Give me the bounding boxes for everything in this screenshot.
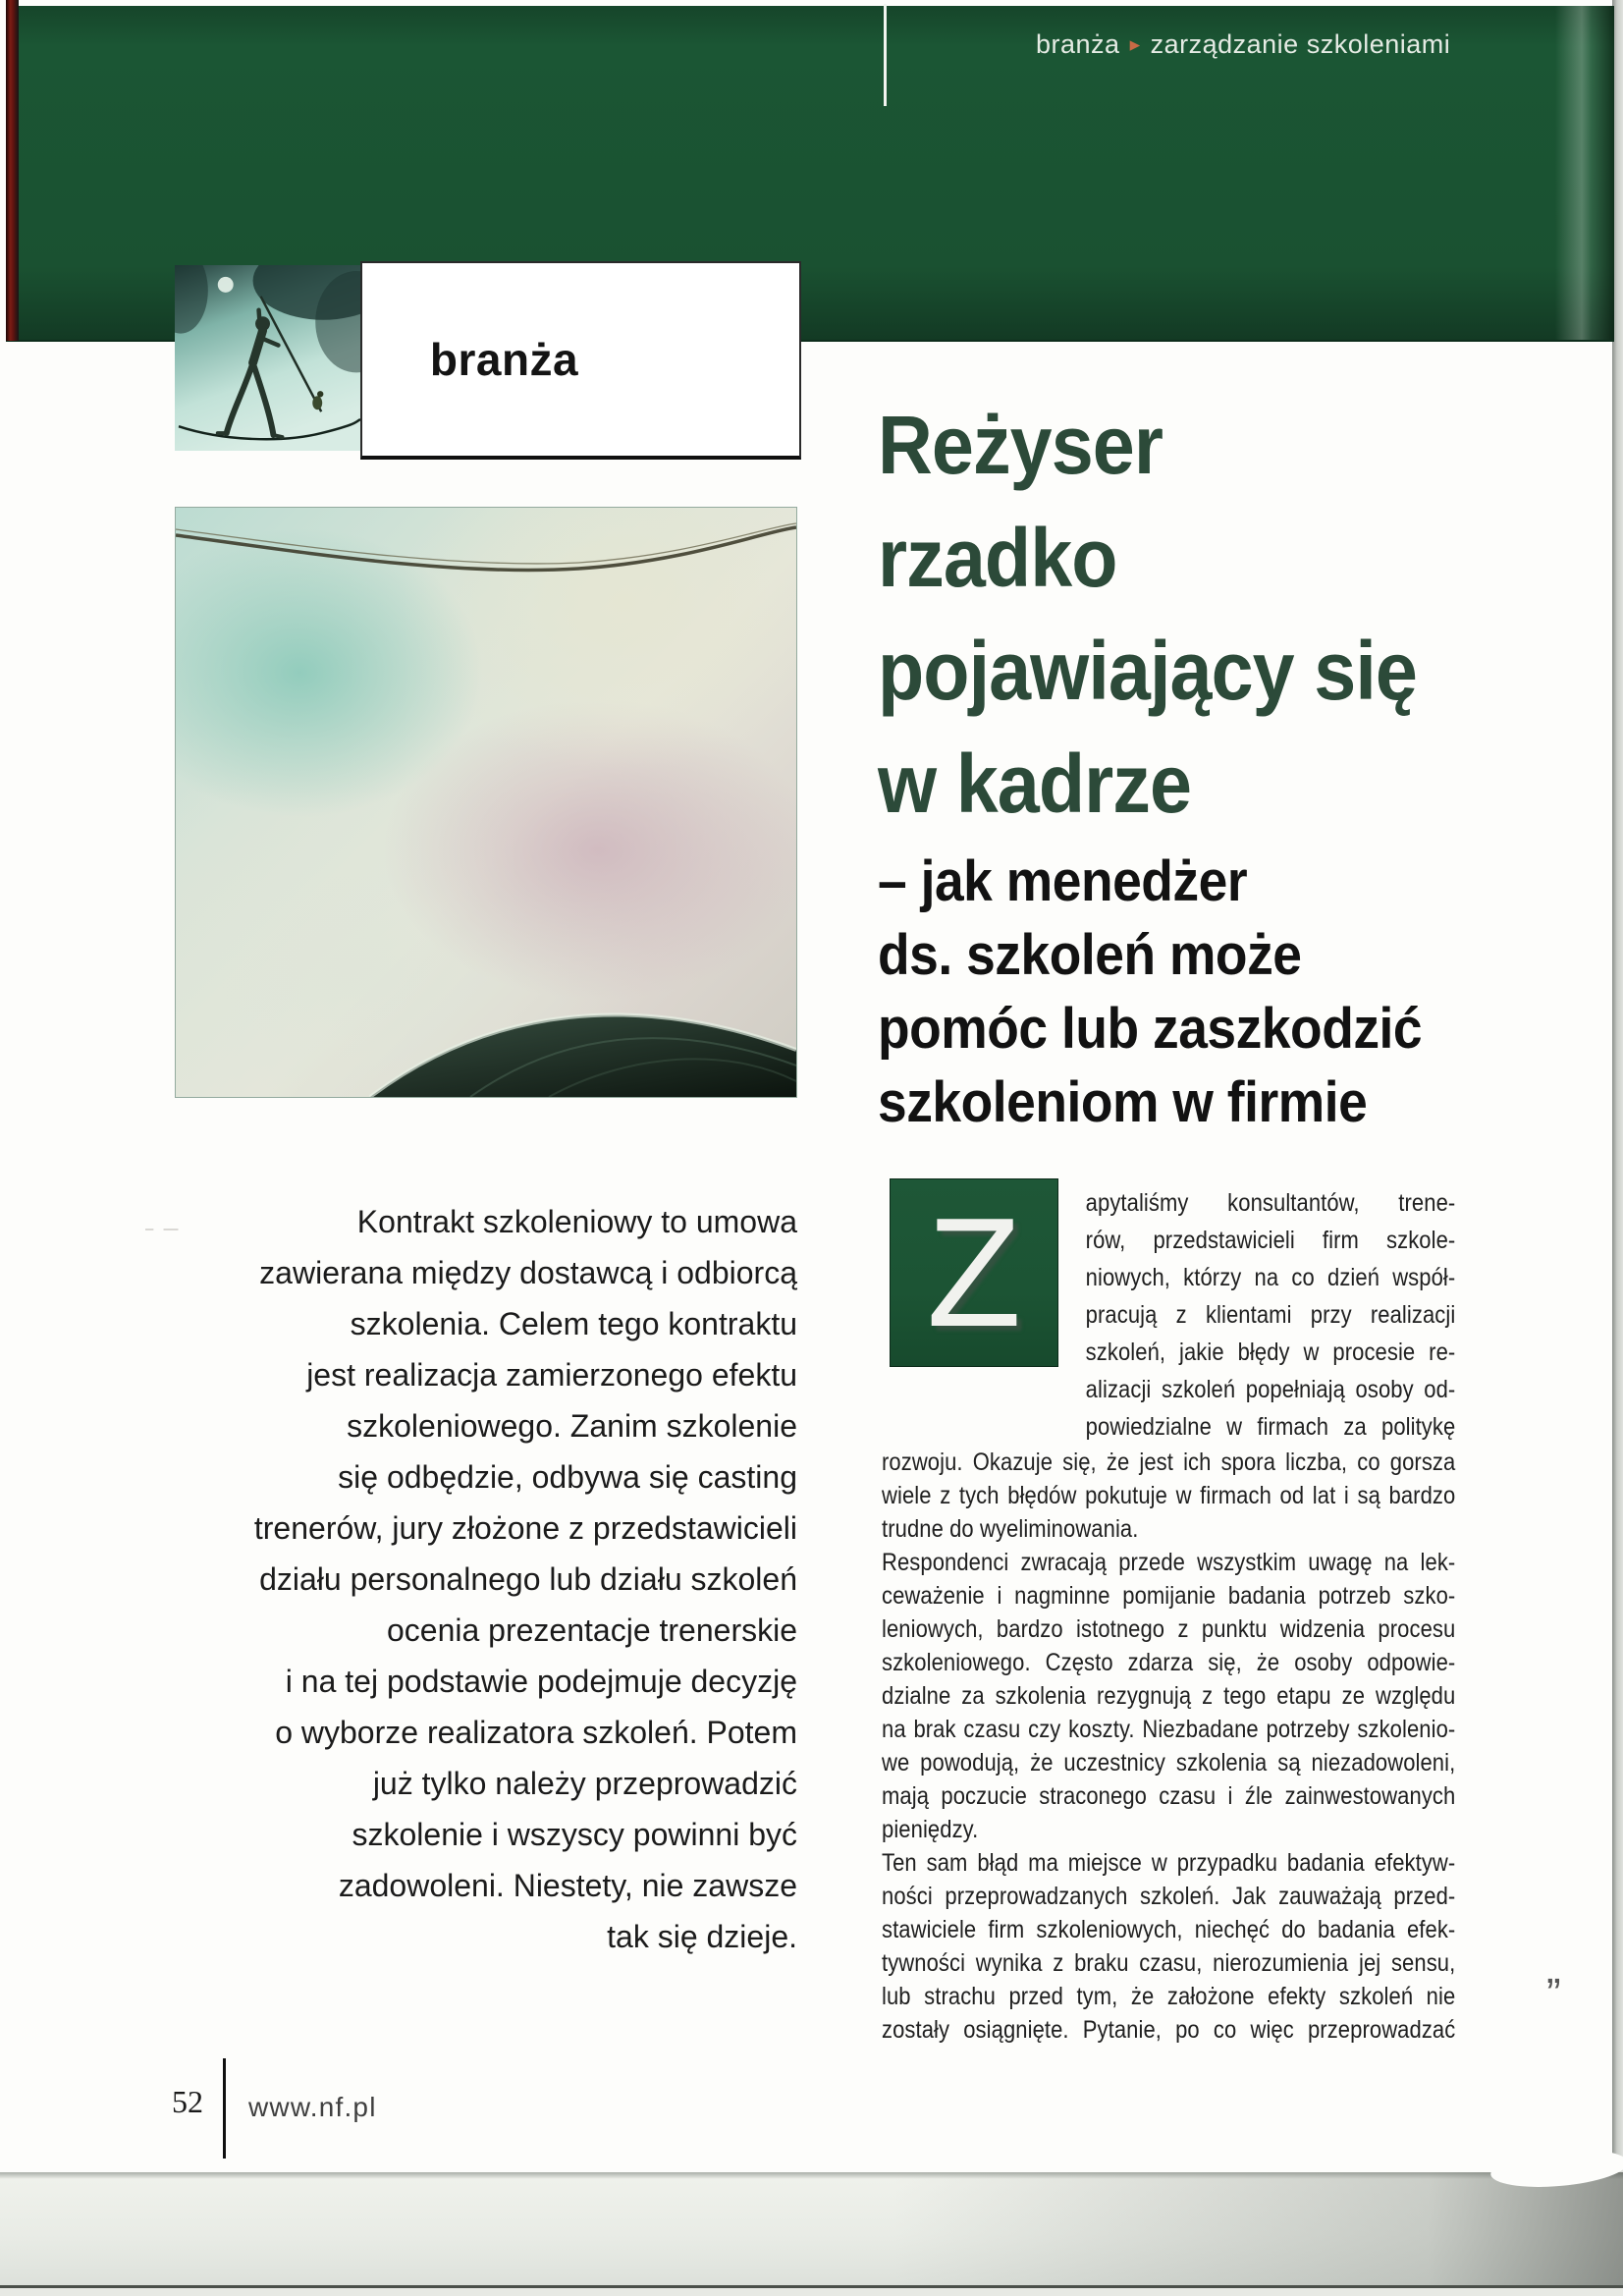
body-line: niowych, którzy na co dzień współ- (1085, 1264, 1456, 1291)
body-line: wiele z tych błędów pokutuje w firmach od lat i są bardzo (882, 1482, 1456, 1509)
body-line: na brak czasu czy koszty. Niezbadane potrzeby szkolenio- (882, 1716, 1456, 1743)
intro-line: i na tej podstawie podejmuje decyzję (285, 1664, 797, 1699)
body-line: alizacji szkoleń popełniają osoby od- (1085, 1376, 1456, 1403)
body-line: ności przeprowadzanych szkoleń. Jak zauważają przed- (882, 1883, 1456, 1910)
intro-line: szkolenia. Celem tego kontraktu (350, 1306, 797, 1341)
footer-divider-line (223, 2058, 226, 2159)
scan-artifact-quote: ” (1546, 1970, 1561, 2018)
header-breadcrumb (1036, 29, 1450, 60)
article-full-lines (882, 1446, 1455, 2047)
body-line: lub strachu przed tym, że założone efekty szkoleń nie (882, 1983, 1456, 2010)
intro-line: trenerów, jury złożone z przedstawicieli (253, 1510, 797, 1546)
section-badge-label: branża (429, 334, 579, 385)
body-line: rozwoju. Okazuje się, że jest ich spora liczba, co gorsza (882, 1449, 1456, 1476)
header-band-curl (1555, 6, 1614, 340)
soft-focus-wire-photo (175, 507, 797, 1098)
scan-edge-bottom (0, 2172, 1623, 2285)
body-line: dzialne za szkolenia rezygnują z tego etapu ze względu (882, 1682, 1456, 1710)
headline-line: w kadrze (878, 738, 1192, 830)
body-line: Respondenci zwracają przede wszystkim uwagę na lek- (882, 1549, 1456, 1576)
intro-line: o wyborze realizatora szkoleń. Potem (275, 1715, 797, 1750)
subhead-line: pomóc lub zaszkodzić (878, 997, 1423, 1061)
intro-line: zawierana między dostawcą i odbiorcą (259, 1255, 797, 1290)
body-line: ceważenie i nagminne pomijanie badania potrzeb szko- (882, 1582, 1456, 1610)
tightrope-walker-illustration (175, 265, 360, 451)
intro-line: szkoleniowego. Zanim szkolenie (347, 1408, 797, 1444)
body-line: powiedzialne w firmach za politykę (1085, 1413, 1456, 1441)
breadcrumb-topic: zarządzanie szkoleniami (1150, 29, 1451, 59)
headline-line: rzadko (878, 512, 1117, 604)
dropcap-box (890, 1178, 1058, 1367)
intro-line: działu personalnego lub działu szkoleń (259, 1561, 797, 1597)
body-line: szkoleniowego. Często zdarza się, że osoby odpowie- (882, 1649, 1456, 1676)
body-line: zostały osiągnięte. Pytanie, po co więc przeprowadzać (882, 2016, 1456, 2044)
breadcrumb-section: branża (1036, 29, 1120, 59)
subhead-line: ds. szkoleń może (878, 923, 1302, 987)
body-line: pieniędzy. (882, 1816, 979, 1843)
body-line: rów, przedstawicieli firm szkole- (1085, 1227, 1456, 1254)
intro-line: tak się dzieje. (607, 1919, 797, 1954)
page-number: 52 (172, 2084, 203, 2119)
wire-and-coil-overlay (176, 508, 796, 1097)
subhead-line: szkoleniom w firmie (878, 1070, 1368, 1134)
intro-line: już tylko należy przeprowadzić (372, 1766, 797, 1801)
article-subhead (878, 845, 1510, 1139)
magazine-spine (6, 0, 19, 341)
body-line: Ten sam błąd ma miejsce w przypadku badania efektyw- (882, 1849, 1456, 1877)
header-divider-line (884, 4, 887, 106)
intro-line: szkolenie i wszyscy powinni być (352, 1817, 797, 1852)
scan-edge-right (1612, 0, 1623, 2296)
body-line: we powodują, że uczestnicy szkolenia są niezadowoleni, (882, 1749, 1456, 1777)
headline-line: pojawiający się (878, 625, 1417, 717)
intro-line: zadowoleni. Niestety, nie zawsze (338, 1868, 797, 1903)
body-line: apytaliśmy konsultantów, trene- (1085, 1189, 1456, 1217)
body-line: pracują z klientami przy realizacji (1085, 1301, 1456, 1329)
intro-column (137, 1196, 797, 1962)
section-badge-box (360, 261, 801, 460)
body-line: stawiciele firm szkoleniowych, niechęć do badania efek- (882, 1916, 1456, 1943)
body-line: mają poczucie straconego czasu i źle zainwestowanych (882, 1782, 1456, 1810)
body-line: szkoleń, jakie błędy w procesie re- (1085, 1339, 1456, 1366)
scan-artifact-dashes: – — (145, 1221, 182, 1237)
scan-edge-bottom-under (0, 2288, 1623, 2296)
headline-line: Reżyser (878, 399, 1163, 491)
intro-line: się odbędzie, odbywa się casting (338, 1459, 797, 1495)
footer-website: www.nf.pl (248, 2092, 377, 2122)
intro-line: Kontrakt szkoleniowy to umowa (356, 1204, 797, 1239)
body-line: trudne do wyeliminowania. (882, 1515, 1139, 1543)
body-line: tywności wynika z braku czasu, nierozumienia jej sensu, (882, 1949, 1456, 1977)
dropcap-letter: Z (926, 1186, 1022, 1359)
intro-line: ocenia prezentacje trenerskie (386, 1613, 797, 1648)
intro-line: jest realizacja zamierzonego efektu (306, 1357, 797, 1393)
subhead-line: – jak menedżer (878, 849, 1248, 913)
article-headline (878, 389, 1510, 841)
tightrope-walker-photo (175, 265, 360, 451)
arrow-right-icon: ▸ (1129, 33, 1141, 56)
body-line: leniowych, bardzo istotnego z punktu widzenia procesu (882, 1615, 1456, 1643)
